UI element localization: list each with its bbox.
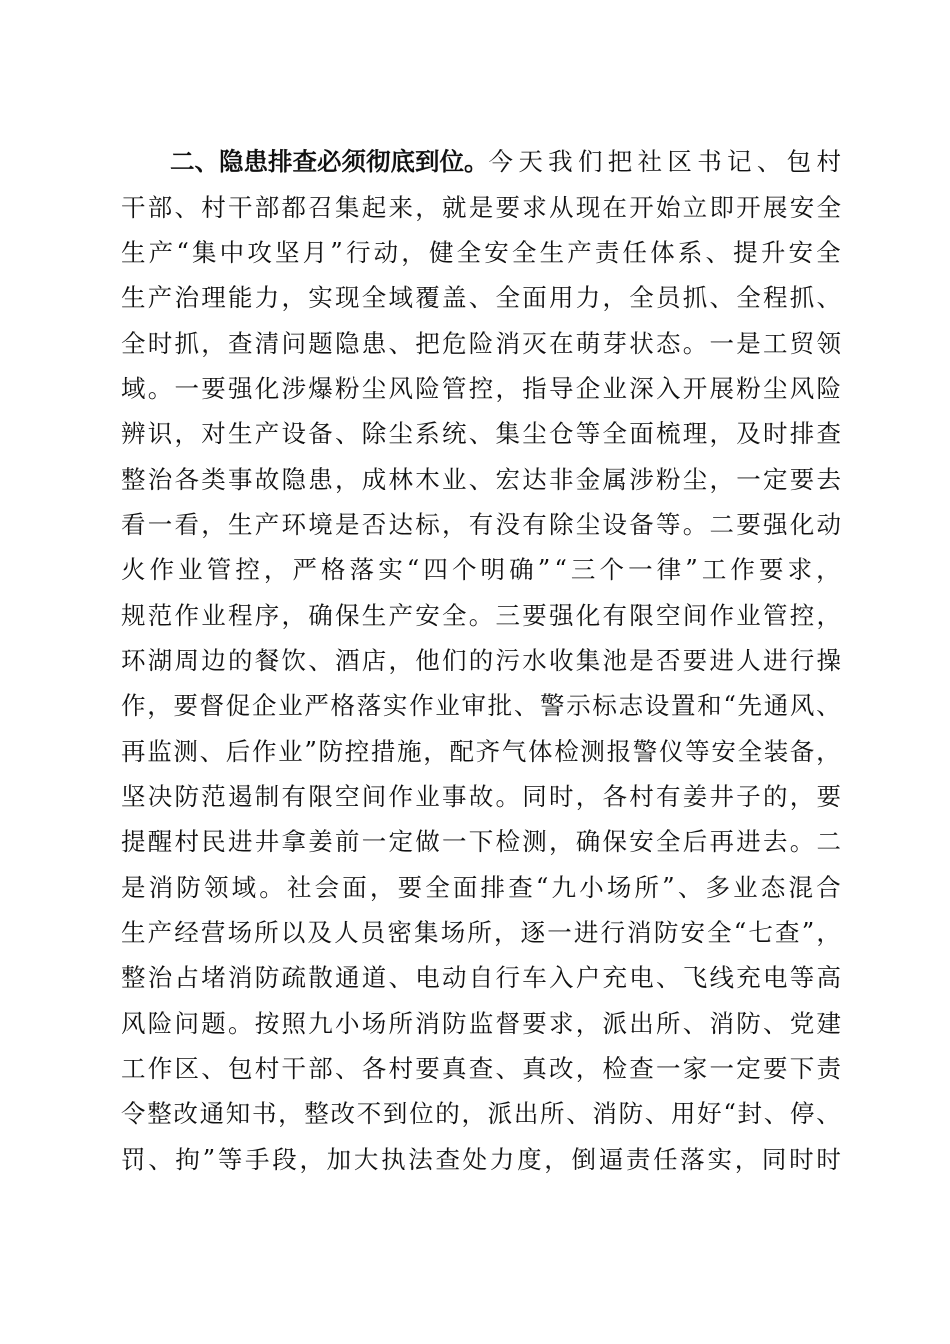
paragraph-line: 再 监 测 、 后 作 业 ” 防 控 措 施 ， 配 齐 气 体 检 测 报 警 仪 等 安 全 装 备 ， [121,735,841,766]
paragraph-line: 风 险 问 题 。 按 照 九 小 场 所 消 防 监 督 要 求 ， 派 出 所 、 消 防 、 党 建 [121,1008,841,1038]
paragraph-line: 整 治 各 类 事 故 隐 患 ， 成 林 木 业 、 宏 达 非 金 属 涉 粉 尘 ， 一 定 要 去 [121,464,841,494]
paragraph-line: 令 整 改 通 知 书 ， 整 改 不 到 位 的 ， 派 出 所 、 消 防 、 用 好 “ 封 、 停 、 [121,1098,841,1129]
paragraph-line: 罚 、 拘 ” 等 手 段 ， 加 大 执 法 查 处 力 度 ， 倒 逼 责 任 落 实 ， 同 时 时 [121,1143,841,1174]
paragraph-line: 全 时 抓 ， 查 清 问 题 隐 患 、 把 危 险 消 灭 在 萌 芽 状 态 。 一 是 工 贸 领 [121,328,841,358]
paragraph-line: 火 作 业 管 控 ， 严 格 落 实 “ 四 个 明 确 ” “ 三 个 一 律 ” 工 作 要 求 ， [121,554,841,585]
paragraph-line: 作 ， 要 督 促 企 业 严 格 落 实 作 业 审 批 、 警 示 标 志 设 置 和 “ 先 通 风 、 [121,690,841,721]
paragraph-line: 干 部 、 村 干 部 都 召 集 起 来 ， 就 是 要 求 从 现 在 开 始 立 即 开 展 安 全 [121,192,841,222]
paragraph-line: 整 治 占 堵 消 防 疏 散 通 道 、 电 动 自 行 车 入 户 充 电 、 飞 线 充 电 等 高 [121,963,841,993]
paragraph-line-first [121,138,841,183]
body-paragraph [121,138,841,1181]
paragraph-line: 生 产 “ 集 中 攻 坚 月 ” 行 动 ， 健 全 安 全 生 产 责 任 体 系 、 提 升 安 全 [121,236,841,267]
paragraph-line: 提 醒 村 民 进 井 拿 姜 前 一 定 做 一 下 检 测 ， 确 保 安 全 后 再 进 去 。 二 [121,827,841,857]
paragraph-line: 看 一 看 ， 生 产 环 境 是 否 达 标 ， 有 没 有 除 尘 设 备 等 。 二 要 强 化 动 [121,509,841,539]
paragraph-line: 环 湖 周 边 的 餐 饮 、 酒 店 ， 他 们 的 污 水 收 集 池 是 否 要 进 人 进 行 操 [121,645,841,675]
paragraph-line-text: 今 天 我 们 把 社 区 书 记 、 包 村 [488,147,841,177]
section-heading: 二、隐患排查必须彻底到位。 [170,147,489,177]
paragraph-line: 规 范 作 业 程 序 ， 确 保 生 产 安 全 。 三 要 强 化 有 限 空 间 作 业 管 控 ， [121,600,841,630]
paragraph-line: 辨 识 ， 对 生 产 设 备 、 除 尘 系 统 、 集 尘 仓 等 全 面 梳 理 ， 及 时 排 查 [121,419,841,449]
paragraph-line: 生 产 治 理 能 力 ， 实 现 全 域 覆 盖 、 全 面 用 力 ， 全 员 抓 、 全 程 抓 、 [121,283,841,313]
paragraph-line: 工 作 区 、 包 村 干 部 、 各 村 要 真 查 、 真 改 ， 检 查 一 家 一 定 要 下 责 [121,1054,841,1084]
paragraph-line: 是 消 防 领 域 。 社 会 面 ， 要 全 面 排 查 “ 九 小 场 所 ” 、 多 业 态 混 合 [121,871,841,902]
paragraph-line: 域 。 一 要 强 化 涉 爆 粉 尘 风 险 管 控 ， 指 导 企 业 深 入 开 展 粉 尘 风 险 [121,373,841,403]
paragraph-line: 生 产 经 营 场 所 以 及 人 员 密 集 场 所 ， 逐 一 进 行 消 防 安 全 “ 七 查 ” ， [121,917,841,948]
paragraph-line: 坚 决 防 范 遏 制 有 限 空 间 作 业 事 故 。 同 时 ， 各 村 有 姜 井 子 的 ， 要 [121,781,841,811]
